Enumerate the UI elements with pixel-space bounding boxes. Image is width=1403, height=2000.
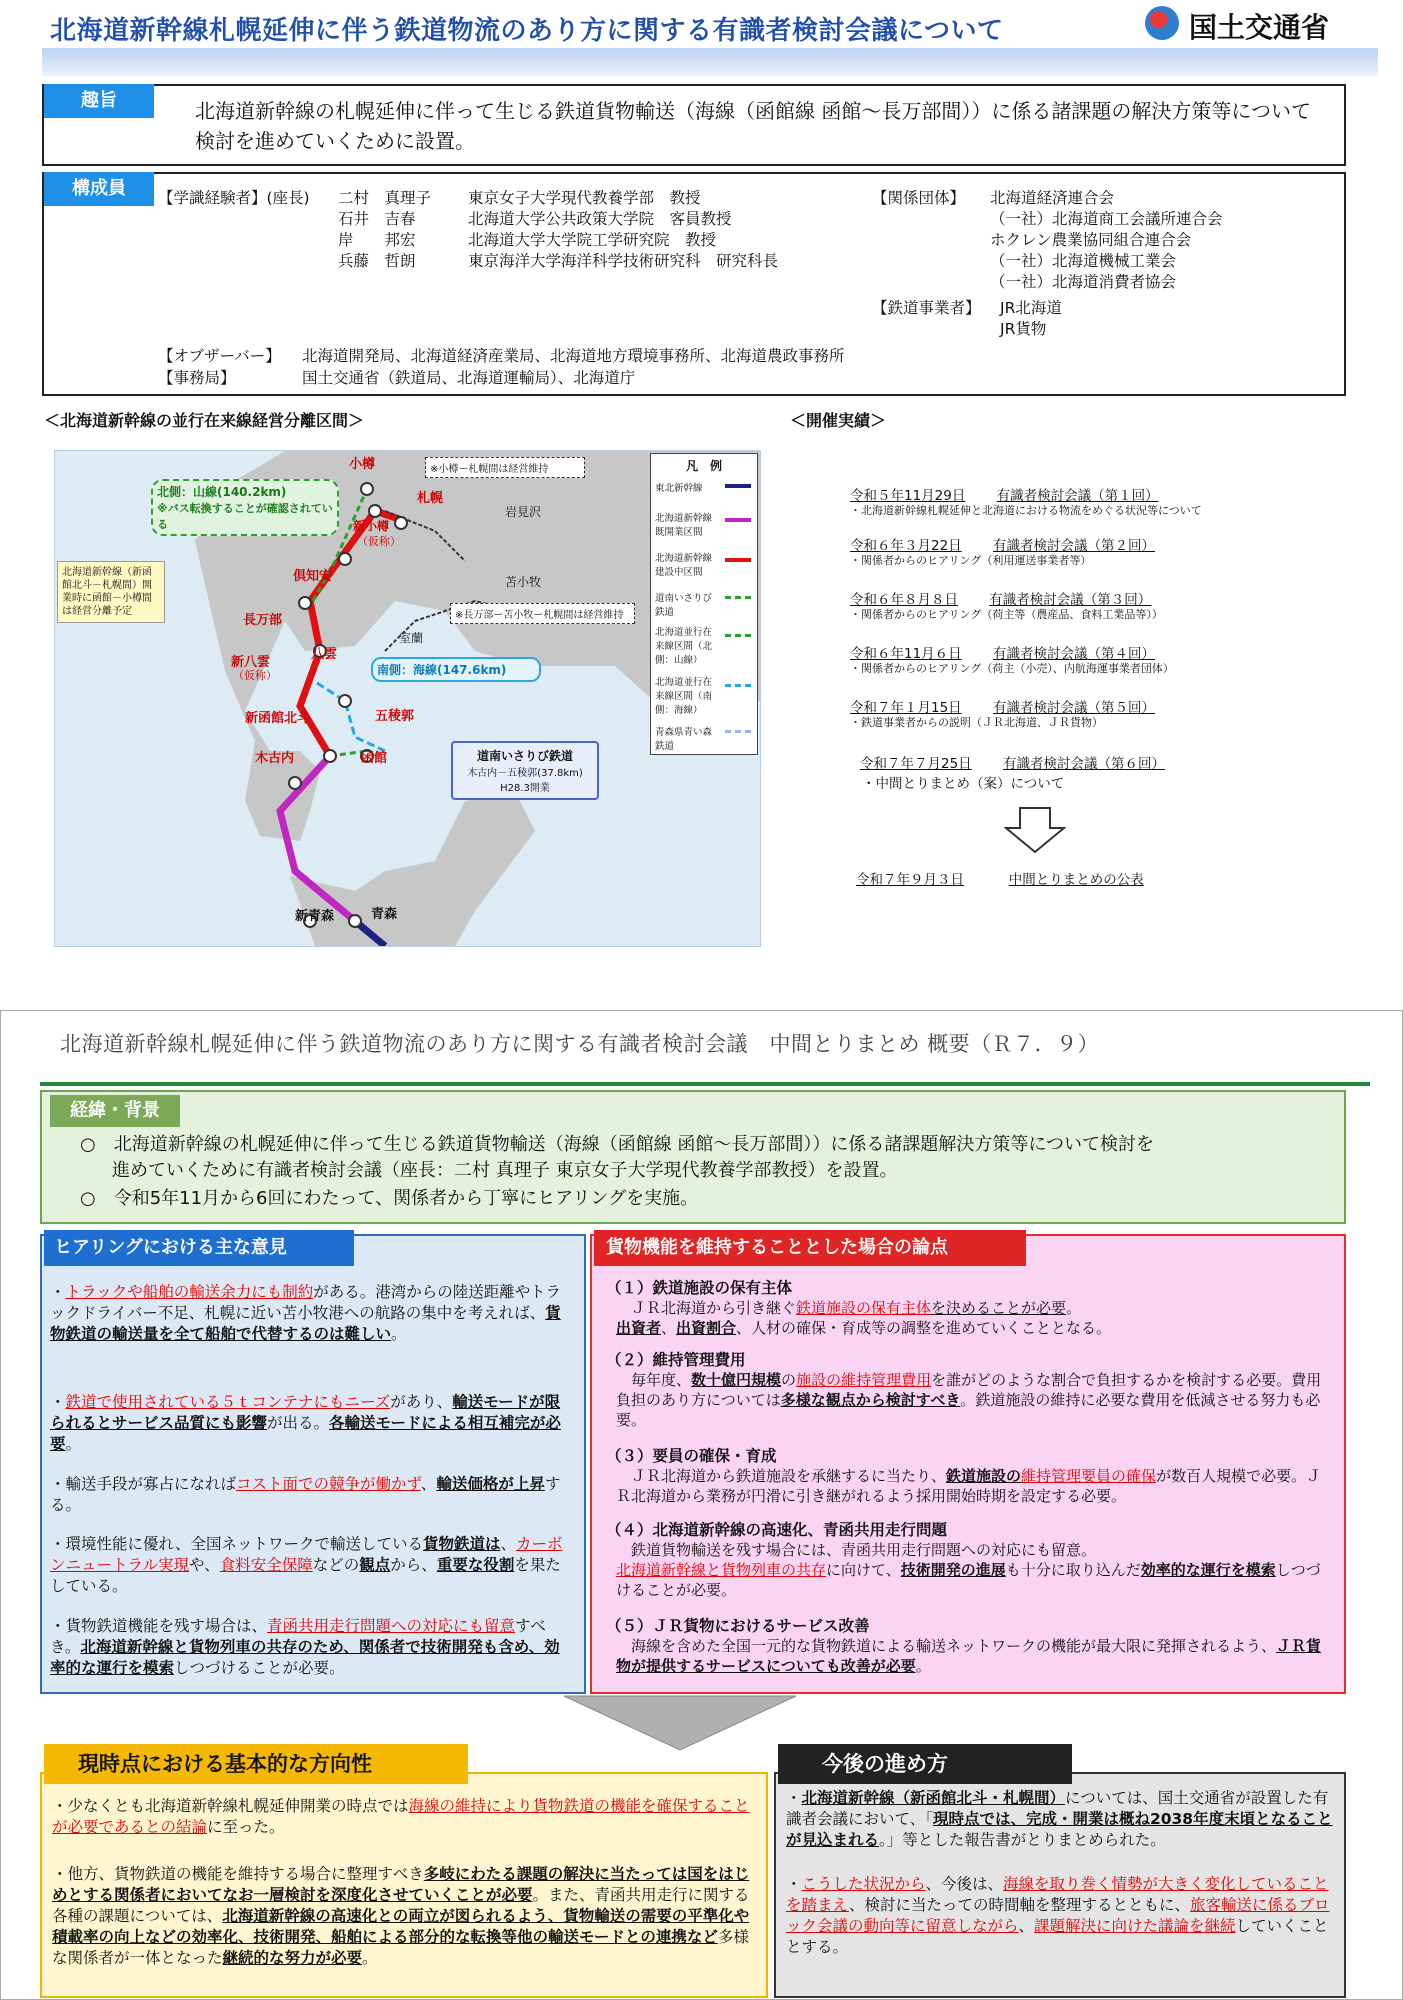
issue-text [616, 1540, 1332, 1600]
summary-title-rule [40, 1082, 1370, 1086]
next-item [786, 1788, 1334, 1851]
purpose-text: 北海道新幹線の札幌延伸に伴って生じる鉄道貨物輸送（海線（函館線 函館～長万部間））に係る諸課題の解決方策等について検討を進めていくために設置。 [195, 99, 1311, 153]
hl-text: 課題解決に向けた議論を継続 [1034, 1917, 1236, 1935]
member-name: 兵藤 哲朗 [338, 252, 416, 270]
secretariat-label: 【事務局】 [158, 369, 236, 387]
issue-heading: （３）要員の確保・育成 [606, 1447, 777, 1465]
legend-swatch [725, 684, 751, 687]
rail-label: 【鉄道事業者】 [872, 299, 981, 317]
schedule-row [850, 696, 1155, 716]
text: 、検討に当たっての時間軸を整理するとともに、 [848, 1896, 1190, 1914]
text: 。鉄道施設の維持に必要な費用を低減させる努力も必要。 [616, 1391, 1321, 1429]
legend-item: 北海道並行在来線区間（北側：山線） [655, 627, 713, 666]
text: 鉄道貨物輸送を残す場合には、青函共用走行問題への対応にも留意。 [631, 1541, 1097, 1559]
hl-text: 輸送価格が上昇 [436, 1475, 545, 1493]
yamasen-note: ※バス転換することが確認されている [157, 502, 333, 531]
hearing-item: ・鉄道で使用されている５ｔコンテナにもニーズがあり、輸送モードが限られるとサービス品質にも影響が出る。各輸送モードによる相互補完が必要。 [50, 1393, 561, 1453]
text: 、 [1018, 1917, 1035, 1935]
hl-text: 食料安全保障 [219, 1556, 313, 1574]
hl-text: 貨物鉄道の輸送量を全て船舶で代替するのは難しい [50, 1304, 561, 1343]
text: を誰がどのような割合で負担するかを検討する必要。費用負担のあり方については [616, 1371, 1322, 1409]
text: の [781, 1371, 797, 1389]
hl-text: 鉄道施設の [946, 1467, 1022, 1485]
text: 。 [65, 1435, 82, 1453]
text: していくこととする。 [786, 1917, 1329, 1956]
rail-item: JR貨物 [1000, 320, 1047, 338]
text: を果たしている。 [50, 1556, 561, 1595]
text: 、人材の確保・育成等の調整を進めていくこととなる。 [736, 1319, 1112, 1337]
station-muroran: 室蘭 [399, 631, 424, 645]
route-map [54, 450, 761, 947]
station-kutchan: 倶知安 [293, 569, 333, 584]
text: があり、 [390, 1393, 453, 1411]
org-item: （一社）北海道機械工業会 [990, 252, 1177, 270]
hl-text: 施設の維持管理費用 [796, 1371, 932, 1389]
hl-text: コスト面での競争が働かず [236, 1475, 421, 1493]
member-affiliation: 東京海洋大学海洋科学技術研究科 研究科長 [468, 252, 779, 270]
text: も十分に取り込んだ [1005, 1561, 1141, 1579]
hearing-tag: ヒアリングにおける主な意見 [44, 1230, 354, 1266]
academic-label: 【学識経験者】(座長) [158, 189, 310, 207]
station-hakodate: 函館 [361, 751, 388, 766]
text: 。」等とした報告書がとりまとめられた。 [879, 1831, 1166, 1849]
schedule-date: 令和６年８月８日 [850, 592, 958, 608]
text: しつづけることが必要。 [616, 1561, 1321, 1599]
members-tag: 構成員 [44, 172, 154, 206]
text: 。また、青函共用走行に関する各種の課題については、 [52, 1886, 750, 1925]
background-line: ○ 北海道新幹線の札幌延伸に伴って生じる鉄道貨物輸送（海線（函館線 函館～長万部間））に係る諸課題解決方策等について検討を [80, 1134, 1155, 1155]
text: 。 [1066, 1299, 1082, 1317]
schedule-date: 令和６年３月22日 [850, 538, 962, 554]
org-item: （一社）北海道消費者協会 [990, 273, 1177, 291]
purpose-tag: 趣旨 [44, 84, 154, 118]
station-oshamambe: 長万部 [243, 613, 283, 628]
hl-text: 効率的な運行を模索 [1140, 1561, 1276, 1579]
station-goryokaku: 五稜郭 [375, 709, 415, 724]
legend-item: 北海道新幹線建設中区間 [655, 553, 713, 578]
isaribi-callout [451, 741, 599, 800]
hl-text: 鉄道施設の保有主体 [796, 1299, 932, 1317]
text: 。 [391, 1325, 407, 1343]
issue-heading: （１）鉄道施設の保有主体 [606, 1279, 793, 1297]
issue-text [616, 1636, 1332, 1676]
hl-text: 各輸送モードによる相互補完が必要 [50, 1414, 561, 1453]
hl-text: 継続的な努力が必要 [222, 1949, 363, 1967]
umisen-label: 南側：海線(147.6km) [371, 657, 541, 682]
hl-text: ＪＲ貨物が提供するサービスについても改善が必要 [616, 1637, 1322, 1675]
legend-swatch [725, 518, 751, 522]
hl-text: 北海道新幹線と貨物列車の共存のため、関係者で技術開発も含め、効率的な運行を模索 [50, 1638, 560, 1677]
hl-text: 鉄道で使用されている５ｔコンテナにもニーズ [65, 1393, 391, 1411]
schedule-row [850, 484, 1159, 504]
schedule-note: ・関係者からのヒアリング（利用運送事業者等） [850, 554, 1092, 567]
hl-text: 北海道新幹線の高速化との両立が図られるよう、貨物輸送の需要の平準化や積載率の向上などの効率化、技術開発、船舶による部分的な転換等他の輸送モードとの連携など [52, 1907, 750, 1946]
legend-item: 青森県青い森鉄道 [655, 727, 713, 752]
text: しつづけることが必要。 [174, 1659, 345, 1677]
legend-swatch [725, 484, 751, 488]
otaru-note: ※小樽ー札幌間は経営維持 [425, 457, 585, 478]
background-tag: 経緯・背景 [50, 1095, 180, 1127]
legend-swatch [725, 596, 751, 599]
legend-swatch [725, 730, 751, 733]
hl-text: 多様な観点から検討すべき [780, 1391, 961, 1409]
issue-heading: （４）北海道新幹線の高速化、青函共用走行問題 [606, 1521, 948, 1539]
final-date: 令和７年９月３日 [856, 872, 964, 888]
text: ＪＲ北海道から鉄道施設を承継するに当たり、 [631, 1467, 947, 1485]
hl-text: トラックや船舶の輸送余力にも制約 [65, 1283, 314, 1301]
org-item: （一社）北海道商工会議所連合会 [990, 210, 1223, 228]
text: 毎年度、 [631, 1371, 692, 1389]
member-name: 石井 吉春 [338, 210, 416, 228]
text: する。 [50, 1475, 561, 1514]
hl-text: 重要な役割 [436, 1556, 515, 1574]
hl-text: 輸送モードが限られるとサービス品質にも影響 [50, 1393, 561, 1432]
down-arrow-icon [1004, 806, 1066, 854]
text: や、 [189, 1556, 220, 1574]
station-otaru: 小樽 [349, 457, 376, 472]
text: 環境性能に優れ、全国ネットワークで輸送している [65, 1535, 423, 1553]
station-shinaomori: 新青森 [295, 909, 335, 924]
yamasen-callout [151, 479, 339, 536]
text: 、今後は、 [925, 1875, 1004, 1893]
schedule-title: 有識者検討会議（第６回） [1002, 756, 1165, 772]
text: 海線を含めた全国一元的な貨物鉄道による輸送ネットワークの機能が最大限に発揮されるよう、 [631, 1637, 1277, 1655]
hl-text: を決めることが必要 [931, 1299, 1067, 1317]
text: などの [312, 1556, 360, 1574]
schedule-title: 有識者検討会議（第２回） [992, 538, 1155, 554]
background-line: 進めていくために有識者検討会議（座長：二村 真理子 東京女子大学現代教養学部教授）を設置。 [112, 1160, 898, 1181]
hl-text: 出資者 [616, 1319, 662, 1337]
text: 多様な関係者が一体となった [52, 1928, 749, 1967]
schedule-row [860, 752, 1165, 772]
schedule-caption: ＜開催実績＞ [790, 411, 887, 430]
station-tomakomai: 苫小牧 [505, 575, 542, 589]
text: 輸送手段が寡占になれば [65, 1475, 237, 1493]
legend-item: 北海道新幹線既開業区間 [655, 513, 713, 538]
schedule-note: ・関係者からのヒアリング（荷主等（農産品、食料工業品等）） [850, 608, 1163, 621]
hl-text: 現時点では、完成・開業は概ね2038年度末頃となることが見込まれる [786, 1810, 1333, 1849]
schedule-date: 令和７年７月25日 [860, 756, 972, 772]
final-title: 中間とりまとめの公表 [1008, 872, 1144, 888]
text: 。 [915, 1657, 931, 1675]
text: ・ [786, 1789, 802, 1807]
member-affiliation: 北海道大学大学院工学研究院 教授 [468, 231, 717, 249]
direction-tag: 現時点における基本的な方向性 [44, 1744, 468, 1784]
summary-title: 北海道新幹線札幌延伸に伴う鉄道物流のあり方に関する有識者検討会議 中間とりまとめ 概要（Ｒ７．９） [60, 1032, 1100, 1056]
station-iwamizawa: 岩見沢 [505, 505, 542, 519]
text: がある。港湾からの陸送距離やトラックドライバー不足、札幌に近い苫小牧港への航路の集中を考えれば、 [50, 1283, 561, 1322]
direction-item [52, 1864, 752, 1969]
legend-title: 凡 例 [685, 459, 722, 473]
schedule-note: ・北海道新幹線札幌延伸と北海道における物流をめぐる状況等について [850, 504, 1202, 517]
schedule-note: ・鉄道事業者からの説明（ＪＲ北海道、ＪＲ貨物） [850, 716, 1103, 729]
issue-text [616, 1298, 1332, 1338]
schedule-date: 令和７年１月15日 [850, 700, 962, 716]
org-item: 北海道経済連合会 [990, 189, 1115, 207]
map-legend [650, 453, 758, 755]
hl-text: 貨物鉄道は [422, 1535, 501, 1553]
tomakomai-note: ※長万部ー苫小牧ー札幌間は経営維持 [450, 603, 635, 624]
hl-text: 青函共用走行問題への対応にも留意 [267, 1617, 516, 1635]
org-label: 【関係団体】 [872, 189, 966, 207]
hl-text: 出資割合 [676, 1319, 737, 1337]
hl-text: 海線の維持により貨物鉄道の機能を確保することが必要であるとの結論 [52, 1797, 750, 1836]
hl-text: 旅客輸送に係るブロック会議の動向等に留意しながら [786, 1896, 1330, 1935]
schedule-title: 有識者検討会議（第１回） [996, 488, 1159, 504]
text: ・他方、貨物鉄道の機能を維持する場合に整理すべき [52, 1865, 424, 1883]
legend-item: 東北新幹線 [655, 483, 703, 494]
text: 、 [500, 1535, 516, 1553]
station-shinyakumo: 新八雲 [231, 655, 271, 670]
text: ・少なくとも北海道新幹線札幌延伸開業の時点では [52, 1797, 409, 1815]
schedule-date: 令和６年11月６日 [850, 646, 962, 662]
schedule-title: 有識者検討会議（第５回） [992, 700, 1155, 716]
ministry-logo [1145, 4, 1375, 44]
page-title: 北海道新幹線札幌延伸に伴う鉄道物流のあり方に関する有識者検討会議について [50, 16, 1004, 46]
text: から、 [390, 1556, 437, 1574]
hearing-item: ・環境性能に優れ、全国ネットワークで輸送している貨物鉄道は、カーボンニュートラル実現や、食料安全保障などの観点から、重要な役割を果たしている。 [50, 1535, 563, 1595]
secretariat-list: 国土交通省（鉄道局、北海道運輸局）、北海道庁 [302, 369, 636, 387]
legend-swatch [725, 634, 751, 637]
station-shinotaru-sub: （仮称） [357, 535, 401, 548]
schedule-title: 有識者検討会議（第３回） [989, 592, 1152, 608]
isaribi-title: 道南いさりび鉄道 [476, 749, 573, 763]
schedule-row [850, 588, 1151, 608]
hl-text: 北海道新幹線と貨物列車の共存 [616, 1561, 827, 1579]
station-kikonai: 木古内 [255, 751, 295, 766]
observer-label: 【オブザーバー】 [158, 347, 281, 365]
legend-swatch [725, 558, 751, 562]
station-sapporo: 札幌 [417, 491, 444, 506]
station-shinyakumo-sub: （仮称） [233, 669, 277, 682]
schedule-row [850, 534, 1155, 554]
member-name: 二村 真理子 [338, 189, 432, 207]
station-shinhakodate: 新函館北斗 [245, 711, 311, 726]
schedule-row [850, 642, 1155, 662]
issue-text [616, 1370, 1332, 1430]
member-name: 岸 邦宏 [338, 231, 416, 249]
legend-item: 道南いさりび鉄道 [655, 593, 713, 618]
schedule-title: 有識者検討会議（第４回） [992, 646, 1155, 662]
text: に向けて、 [826, 1561, 901, 1579]
hl-text: 観点 [359, 1556, 391, 1574]
text: が出る。 [267, 1414, 330, 1432]
text: ＪＲ北海道から引き継ぐ [631, 1299, 797, 1317]
map-caption: ＜北海道新幹線の並行在来線経営分離区間＞ [44, 411, 365, 430]
text: が数百人規模で必要。ＪＲ北海道から業務が円滑に引き継がれるよう採用開始時期を設定する必要。 [616, 1467, 1322, 1505]
ministry-emblem-icon [1145, 6, 1179, 40]
member-affiliation: 東京女子大学現代教養学部 教授 [468, 189, 701, 207]
text: 貨物鉄道機能を残す場合は、 [65, 1617, 268, 1635]
background-line: ○ 令和5年11月から6回にわたって、関係者から丁寧にヒアリングを実施。 [80, 1188, 699, 1209]
schedule-note: ・関係者からのヒアリング（荷主（小売）、内航海運事業者団体） [850, 662, 1174, 675]
text: ・ [786, 1875, 802, 1893]
hl-text: 数十億円規模 [691, 1371, 782, 1389]
hl-text: 海線を取り巻く情勢が大きく変化していることを踏まえ [786, 1875, 1329, 1914]
rail-item: JR北海道 [1000, 299, 1062, 317]
station-shinotaru: 新小樽 [353, 519, 390, 533]
org-item: ホクレン農業協同組合連合会 [990, 231, 1192, 249]
hearing-item: ・貨物鉄道機能を残す場合は、青函共用走行問題への対応にも留意すべき。北海道新幹線と貨物列車の共存のため、関係者で技術開発も含め、効率的な運行を模索しつづけることが必要。 [50, 1617, 560, 1677]
separation-note: 北海道新幹線（新函館北斗－札幌間）開業時に函館－小樽間は経営分離予定 [57, 561, 165, 623]
yamasen-label: 北側：山線(140.2km) [157, 485, 287, 499]
station-aomori: 青森 [371, 907, 398, 922]
hearing-item: ・トラックや船舶の輸送余力にも制約がある。港湾からの陸送距離やトラックドライバー不足、札幌に近い苫小牧港への航路の集中を考えれば、貨物鉄道の輸送量を全て船舶で代替するのは難しい。 [50, 1283, 561, 1343]
isaribi-sub: 木古内－五稜郭(37.8km) [467, 768, 583, 779]
hl-text: 北海道新幹線（新函館北斗・札幌間） [801, 1789, 1066, 1807]
down-arrow-icon [560, 1694, 800, 1752]
schedule-date: 令和５年11月29日 [850, 488, 966, 504]
text: 、 [420, 1475, 437, 1493]
title-underline-bar [42, 48, 1378, 76]
issue-heading: （５）ＪＲ貨物におけるサービス改善 [606, 1617, 870, 1635]
hl-text: こうした状況から [801, 1875, 926, 1893]
schedule-note: ・中間とりまとめ（案）について [862, 776, 1065, 792]
isaribi-date: H28.3開業 [500, 783, 550, 794]
text: 。 [362, 1949, 378, 1967]
text: に至った。 [207, 1818, 285, 1836]
next-item [786, 1874, 1334, 1958]
observer-list: 北海道開発局、北海道経済産業局、北海道地方環境事務所、北海道農政事務所 [302, 347, 845, 365]
issues-tag: 貨物機能を維持することとした場合の論点 [594, 1230, 1026, 1266]
ministry-name: 国土交通省 [1189, 11, 1330, 44]
text: すべき。 [50, 1617, 546, 1656]
hl-text: 多岐にわたる課題の解決に当たっては国をはじめとする関係者においてなお一層検討を深度化させていくことが必要 [52, 1865, 750, 1904]
next-steps-tag: 今後の進め方 [778, 1744, 1072, 1784]
text: については、国土交通省が設置した有識者会議において、「 [786, 1789, 1329, 1828]
station-yakumo: 八雲 [311, 647, 338, 662]
issue-heading: （２）維持管理費用 [606, 1351, 746, 1369]
legend-item: 北海道並行在来線区間（南側：海線） [655, 677, 713, 716]
hl-text: 技術開発の進展 [900, 1561, 1006, 1579]
hl-text: カーボンニュートラル実現 [50, 1535, 563, 1574]
text: 、 [661, 1319, 677, 1337]
direction-item [52, 1796, 752, 1838]
member-affiliation: 北海道大学公共政策大学院 客員教授 [468, 210, 732, 228]
final-row [856, 868, 1144, 888]
hl-text: 維持管理要員の確保 [1021, 1467, 1157, 1485]
issue-text [616, 1466, 1332, 1506]
hearing-item: ・輸送手段が寡占になればコスト面での競争が働かず、輸送価格が上昇する。 [50, 1475, 561, 1514]
